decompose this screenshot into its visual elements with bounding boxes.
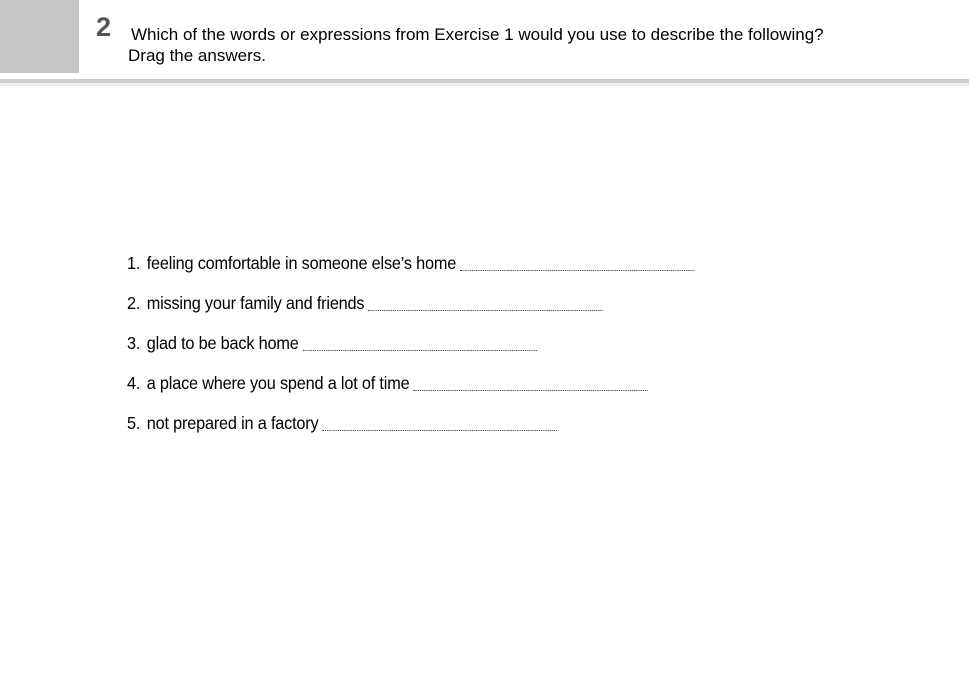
exercise-item-4 bbox=[127, 372, 778, 412]
answer-drop-zone-2[interactable] bbox=[368, 294, 602, 311]
exercise-item-5 bbox=[127, 412, 778, 452]
exercise-header bbox=[0, 0, 969, 79]
answer-drop-zone-5[interactable] bbox=[322, 414, 556, 431]
exercise-instruction bbox=[128, 24, 928, 66]
answer-drop-zone-4[interactable] bbox=[413, 374, 647, 391]
answer-drop-zone-3[interactable] bbox=[302, 334, 536, 351]
item-number: 3. bbox=[127, 333, 141, 353]
exercise-items-list bbox=[127, 252, 827, 452]
item-number: 2. bbox=[127, 293, 141, 313]
item-text: a place where you spend a lot of time bbox=[146, 373, 410, 393]
header-grey-block bbox=[0, 0, 79, 73]
exercise-number: 2 bbox=[96, 12, 112, 42]
item-text: missing your family and friends bbox=[146, 293, 365, 313]
item-text: not prepared in a factory bbox=[146, 413, 319, 433]
instruction-line-1: Which of the words or expressions from Exercise 1 would you use to describe the following? bbox=[131, 25, 824, 44]
item-text: glad to be back home bbox=[146, 333, 299, 353]
exercise-item-3 bbox=[127, 332, 778, 372]
instruction-line-2: Drag the answers. bbox=[128, 46, 266, 65]
item-number: 4. bbox=[127, 373, 141, 393]
item-number: 1. bbox=[127, 253, 141, 273]
item-number: 5. bbox=[127, 413, 141, 433]
item-text: feeling comfortable in someone else’s home bbox=[146, 253, 457, 273]
answer-drop-zone-1[interactable] bbox=[460, 254, 694, 271]
header-divider-shadow bbox=[0, 83, 969, 86]
exercise-item-1 bbox=[127, 252, 778, 292]
exercise-item-2 bbox=[127, 292, 778, 332]
